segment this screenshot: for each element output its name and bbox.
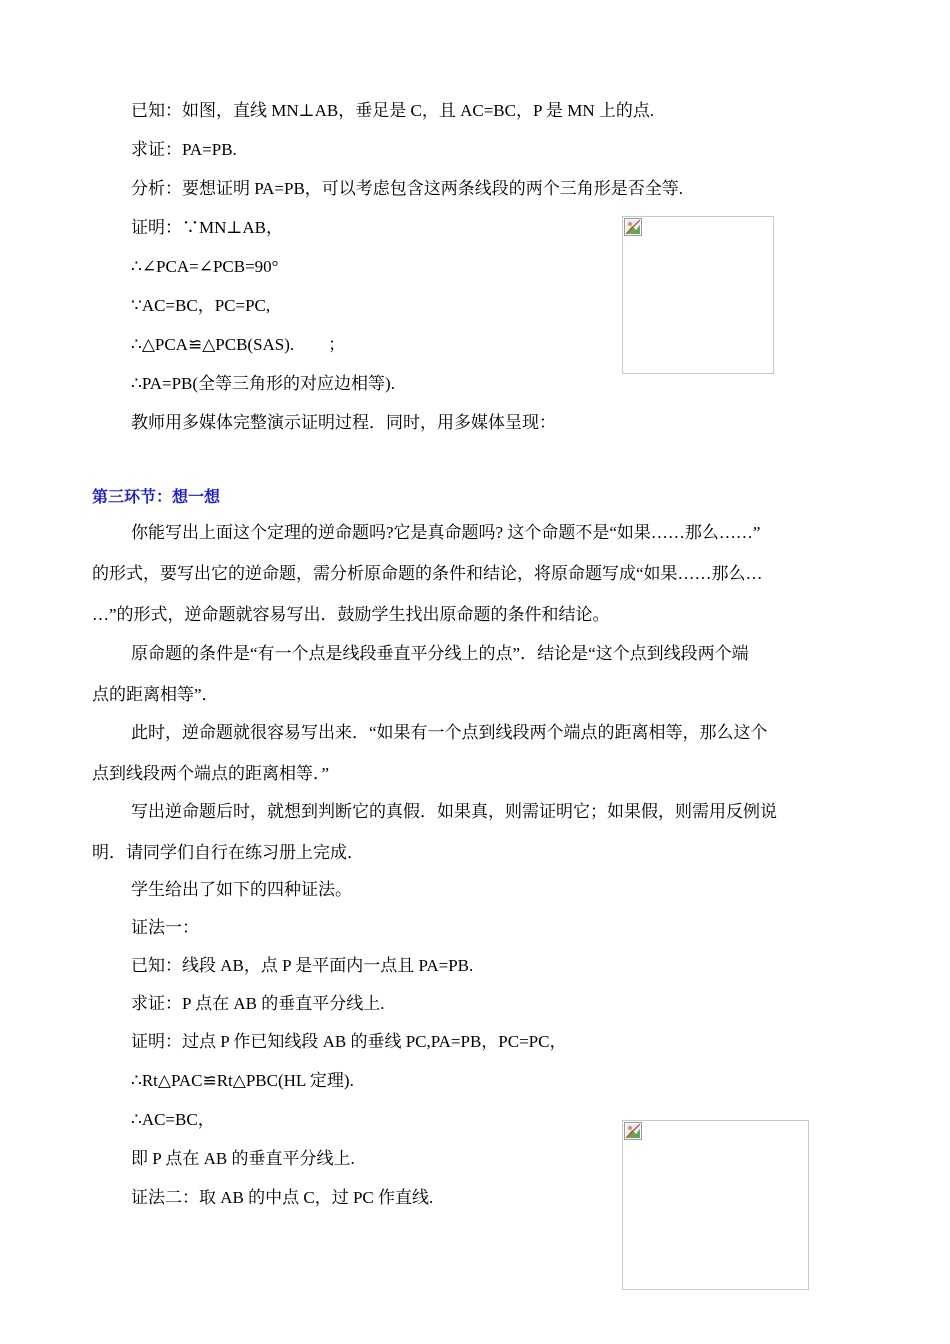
broken-image-icon xyxy=(624,1122,642,1140)
analysis-text: 分析：要想证明 PA=PB，可以考虑包含这两条线段的两个三角形是否全等. xyxy=(131,179,684,198)
paragraph-2-line-1: 原命题的条件是“有一个点是线段垂直平分线上的点”．结论是“这个点到线段两个端 xyxy=(131,644,749,663)
method-one-title: 证法一： xyxy=(131,918,199,937)
proof-line-2: ∴∠PCA=∠PCB=90° xyxy=(131,257,279,276)
figure-image-placeholder xyxy=(622,216,774,374)
prove-statement: 求证：PA=PB. xyxy=(131,140,237,159)
method-one-proof-2: ∴Rt△PAC≌Rt△PBC(HL 定理). xyxy=(131,1071,354,1090)
broken-image-icon xyxy=(624,218,642,236)
paragraph-5: 学生给出了如下的四种证法。 xyxy=(131,880,352,899)
paragraph-4-line-2: 明．请同学们自行在练习册上完成． xyxy=(92,843,364,862)
paragraph-1-line-2: 的形式，要写出它的逆命题，需分析原命题的条件和结论，将原命题写成“如果……那么… xyxy=(92,564,763,583)
figure-image-placeholder-2 xyxy=(622,1120,809,1290)
paragraph-3-line-2: 点到线段两个端点的距离相等．” xyxy=(92,764,330,783)
paragraph-3-line-1: 此时，逆命题就很容易写出来．“如果有一个点到线段两个端点的距离相等，那么这个 xyxy=(131,723,768,742)
paragraph-2-line-2: 点的距离相等”． xyxy=(92,685,219,704)
method-one-given: 已知：线段 AB，点 P 是平面内一点且 PA=PB. xyxy=(131,956,474,975)
method-one-prove: 求证：P 点在 AB 的垂直平分线上. xyxy=(131,994,385,1013)
paragraph-4-line-1: 写出逆命题后时，就想到判断它的真假．如果真，则需证明它；如果假，则需用反例说 xyxy=(131,802,777,821)
proof-line-1: 证明：∵MN⊥AB， xyxy=(131,218,283,237)
paragraph-1-line-3: …”的形式，逆命题就容易写出．鼓励学生找出原命题的条件和结论。 xyxy=(92,605,610,624)
section-heading: 第三环节：想一想 xyxy=(92,487,221,506)
method-one-proof-1: 证明：过点 P 作已知线段 AB 的垂线 PC,PA=PB，PC=PC， xyxy=(131,1032,567,1051)
proof-line-3: ∵AC=BC，PC=PC, xyxy=(131,296,271,315)
proof-line-4: ∴△PCA≌△PCB(SAS). ； xyxy=(131,335,346,354)
proof-line-5: ∴PA=PB(全等三角形的对应边相等). xyxy=(131,374,395,393)
given-statement: 已知：如图，直线 MN⊥AB，垂足是 C，且 AC=BC，P 是 MN 上的点. xyxy=(131,101,655,120)
teacher-note: 教师用多媒体完整演示证明过程．同时，用多媒体呈现： xyxy=(131,413,556,432)
method-one-conclusion: 即 P 点在 AB 的垂直平分线上. xyxy=(131,1149,355,1168)
paragraph-1-line-1: 你能写出上面这个定理的逆命题吗?它是真命题吗? 这个命题不是“如果……那么……” xyxy=(131,523,761,542)
method-one-proof-3: ∴AC=BC， xyxy=(131,1110,215,1129)
method-two-title: 证法二：取 AB 的中点 C，过 PC 作直线. xyxy=(131,1188,434,1207)
